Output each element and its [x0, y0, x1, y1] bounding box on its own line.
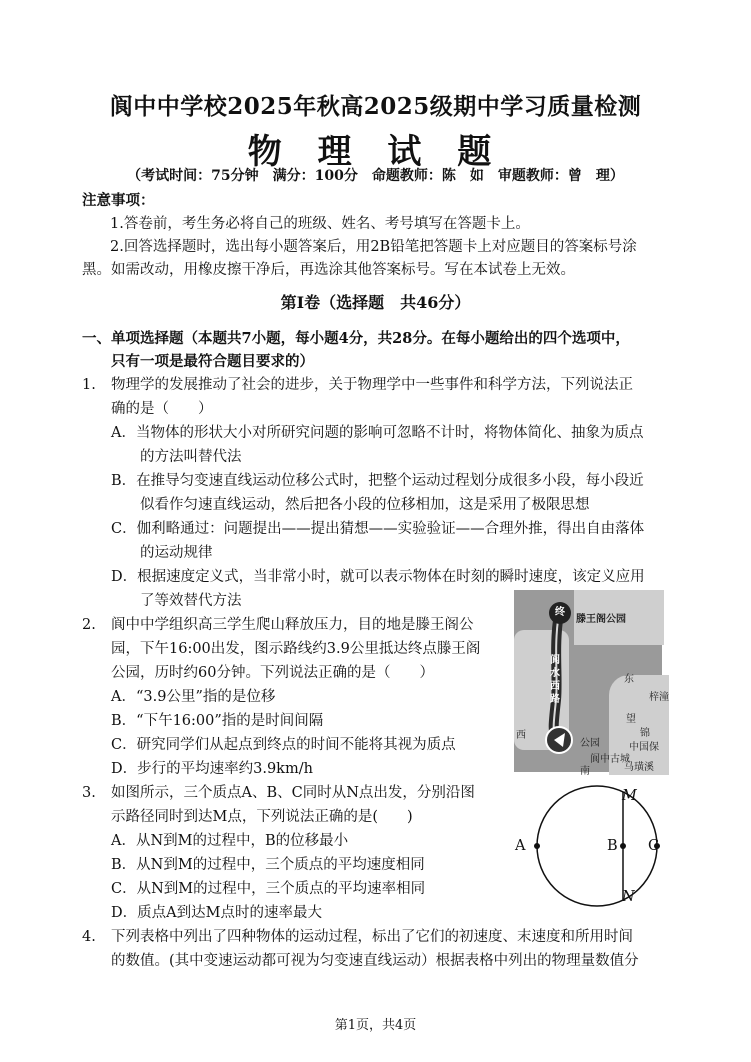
figure-label-m: M	[622, 788, 637, 804]
notes-item-2-line-1: 2.回答选择题时，选出每小题答案后，用2B铅笔把答题卡上对应题目的答案标号涂	[110, 239, 637, 255]
figure-label-n: N	[622, 889, 635, 905]
map-label-city: 阆中古城	[590, 754, 630, 765]
q3-number: 3.	[82, 785, 96, 801]
q3-option-b: B．从N到M的过程中，三个质点的平均速度相同	[111, 857, 425, 873]
q4-stem-line-2: 的数值。(其中变速运动都可视为匀变速直线运动）根据表格中列出的物理量数值分	[111, 953, 639, 969]
q3-option-d: D．质点A到达M点时的速率最大	[111, 905, 322, 921]
map-label-wang: 望	[626, 714, 636, 725]
q2-option-c: C．研究同学们从起点到终点的时间不能将其视为质点	[111, 737, 456, 753]
q1-option-a-line-1: A．当物体的形状大小对所研究问题的影响可忽略不计时，将物体简化、抽象为质点	[111, 425, 644, 441]
notes-item-2-line-2: 黑。如需改动，用橡皮擦干净后，再选涂其他答案标号。写在本试卷上无效。	[82, 262, 575, 278]
figure-label-c: C	[648, 838, 660, 854]
q2-stem-line-3: 公园，历时约60分钟。下列说法正确的是（ ）	[111, 665, 434, 681]
q3-stem-line-1: 如图所示，三个质点A、B、C同时从N点出发，分别沿图	[111, 785, 475, 801]
map-label-park2: 公园	[580, 738, 600, 749]
exam-meta: （考试时间：75分钟 满分：100分 命题教师：陈 如 审题教师：曾 理）	[127, 168, 624, 184]
q3-option-c: C．从N到M的过程中，三个质点的平均速率相同	[111, 881, 426, 897]
exam-title: 阆中中学校2025年秋高2025级期中学习质量检测	[109, 93, 642, 120]
q2-number: 2.	[82, 617, 96, 633]
map-park-label: 滕王阁公园	[576, 614, 626, 625]
map-road-label: 阆水西路	[550, 655, 560, 705]
q1-option-b-line-2: 似看作匀速直线运动，然后把各小段的位移相加，这是采用了极限思想	[140, 497, 590, 513]
section-title: 第Ⅰ卷（选择题 共46分）	[280, 293, 471, 312]
q1-stem-line-2: 确的是（ ）	[111, 401, 213, 417]
notes-item-1: 1.答卷前，考生务必将自己的班级、姓名、考号填写在答题卡上。	[110, 216, 530, 232]
q1-number: 1.	[82, 377, 96, 393]
q2-option-b: B．“下午16:00”指的是时间间隔	[111, 713, 324, 729]
q1-option-d-line-1: D．根据速度定义式，当非常小时，就可以表示物体在时刻的瞬时速度，该定义应用	[111, 569, 645, 585]
q1-stem-line-1: 物理学的发展推动了社会的进步，关于物理学中一些事件和科学方法，下列说法正	[111, 377, 633, 393]
q1-option-c-line-2: 的运动规律	[140, 545, 213, 561]
map-label-china: 中国保	[629, 742, 659, 753]
map-label-jin: 锦	[640, 728, 650, 739]
q4-number: 4.	[82, 929, 96, 945]
q2-stem-line-1: 阆中中学组织高三学生爬山释放压力，目的地是滕王阁公	[111, 617, 474, 633]
route-map-figure	[514, 590, 669, 777]
q1-option-a-line-2: 的方法叫替代法	[140, 449, 242, 465]
part1-heading-line-2: 只有一项是最符合题目要求的）	[111, 353, 314, 370]
map-end-marker: 终	[549, 602, 571, 624]
q2-option-d: D．步行的平均速率约3.9km/h	[111, 761, 313, 777]
part1-heading-line-1: 一、单项选择题（本题共7小题，每小题4分，共28分。在每小题给出的四个选项中，	[82, 330, 630, 347]
page-footer: 第1页，共4页	[334, 1018, 417, 1033]
map-label-zi: 梓潼	[649, 692, 669, 703]
q2-stem-line-2: 园，下午16:00出发，图示路线约3.9公里抵达终点滕王阁	[111, 641, 481, 657]
subject-title: 物 理 试 题	[247, 132, 504, 172]
map-label-west: 西	[516, 730, 526, 741]
map-label-east: 东	[624, 674, 634, 685]
figure-label-b: B	[607, 838, 618, 854]
q2-option-a: A．“3.9公里”指的是位移	[111, 689, 276, 705]
map-label-south: 南	[580, 766, 590, 777]
q4-stem-line-1: 下列表格中列出了四种物体的运动过程，标出了它们的初速度、末速度和所用时间	[111, 929, 633, 945]
notes-heading: 注意事项：	[82, 192, 155, 209]
map-label-mahuang: 马璜溪	[624, 762, 654, 773]
q1-option-d-line-2: 了等效替代方法	[140, 593, 242, 609]
q3-option-a: A．从N到M的过程中，B的位移最小	[111, 833, 349, 849]
q1-option-b-line-1: B．在推导匀变速直线运动位移公式时，把整个运动过程划分成很多小段，每小段近	[111, 473, 644, 489]
q3-stem-line-2: 示路径同时到达M点，下列说法正确的是( )	[111, 809, 413, 825]
q1-option-c-line-1: C．伽利略通过：问题提出——提出猜想——实验验证——合理外推，得出自由落体	[111, 521, 645, 537]
figure-label-a: A	[515, 838, 526, 854]
